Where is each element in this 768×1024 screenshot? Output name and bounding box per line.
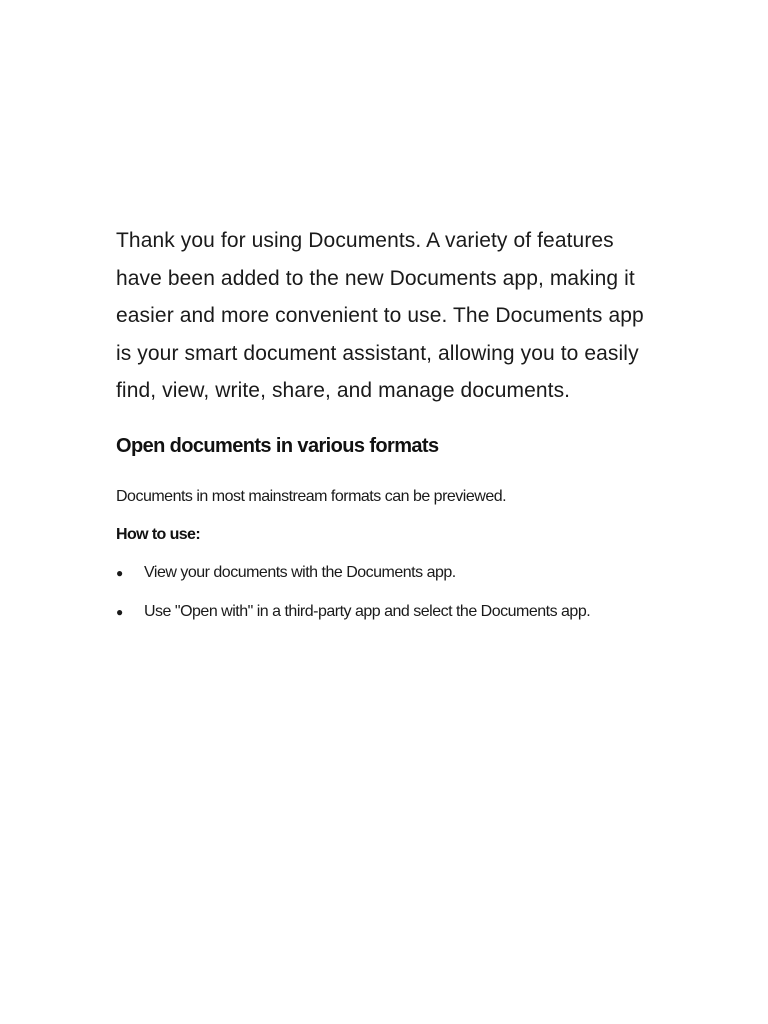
- how-to-use-label: How to use:: [116, 525, 201, 543]
- bullet-icon: ●: [116, 565, 123, 580]
- step-text: View your documents with the Documents app.: [144, 563, 456, 581]
- steps-list: [116, 562, 661, 623]
- intro-paragraph: Thank you for using Documents. A variety of features have been added to the new Documents app, making it easier and more convenient to use. The Documents app is your smart document assistant, allowing you to easily find, view, write, share, and manage documents.: [116, 229, 644, 402]
- bullet-icon: ●: [116, 604, 123, 619]
- list-item: [116, 601, 661, 623]
- section-heading: Open documents in various formats: [116, 434, 439, 457]
- list-item: [116, 562, 661, 584]
- step-text: Use "Open with" in a third-party app and select the Documents app.: [144, 602, 591, 620]
- section-summary: Documents in most mainstream formats can be previewed.: [116, 487, 507, 505]
- document-content: [116, 222, 661, 640]
